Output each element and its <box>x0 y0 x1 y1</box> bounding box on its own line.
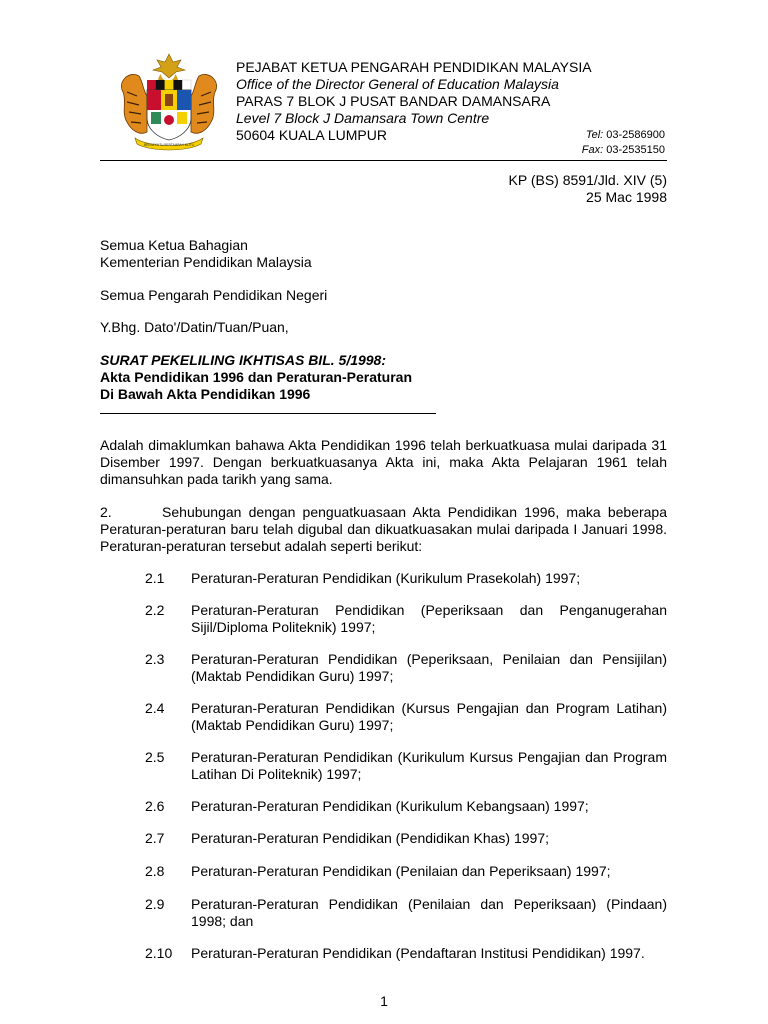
item-number: 2.9 <box>145 896 165 912</box>
tel-label: Tel: <box>585 129 604 141</box>
subject-line: Di Bawah Akta Pendidikan 1996 <box>100 386 311 402</box>
item-text: Peraturan-Peraturan Pendidikan (Kurikulum Kebangsaan) 1997; <box>191 798 589 814</box>
tel-number: 03-2586900 <box>606 129 665 141</box>
recipient-line: Kementerian Pendidikan Malaysia <box>100 254 312 270</box>
item-text: Peraturan-Peraturan Pendidikan (Kurikulum Kursus Pengajian dan Program Latihan Di Politeknik) 1997; <box>191 749 667 782</box>
crest-motto: BERSEKUTU BERTAMBAH MUTU <box>143 143 195 147</box>
item-number: 2.10 <box>145 945 173 961</box>
item-text: Peraturan-Peraturan Pendidikan (Kurikulum Prasekolah) 1997; <box>191 570 581 586</box>
item-text: Peraturan-Peraturan Pendidikan (Kursus Pengajian dan Program Latihan) (Maktab Pendidikan Guru) 1997; <box>191 700 667 733</box>
item-number: 2.1 <box>145 570 165 586</box>
address-malay: PARAS 7 BLOK J PUSAT BANDAR DAMANSARA <box>236 93 551 109</box>
item-text: Peraturan-Peraturan Pendidikan (Pendaftaran Institusi Pendidikan) 1997. <box>191 945 645 961</box>
subject-block <box>100 352 412 403</box>
file-reference: KP (BS) 8591/Jld. XIV (5) <box>508 172 667 188</box>
reference-block <box>440 172 667 206</box>
item-number: 2.2 <box>145 602 165 618</box>
telephone-line <box>560 128 665 143</box>
salutation: Y.Bhg. Dato'/Datin/Tuan/Puan, <box>100 319 289 335</box>
postcode-city: 50604 KUALA LUMPUR <box>236 127 387 143</box>
item-number: 2.5 <box>145 749 165 765</box>
paragraph-2: 2. Sehubungan dengan penguatkuasaan Akta Pendidikan 1996, maka beberapa Peraturan-peraturan baru telah digubal dan dikuatkuasakan mulai daripada I Januari 1998. Peraturan-peraturan tersebut adalah seperti berikut: <box>100 504 667 554</box>
office-name-malay: PEJABAT KETUA PENGARAH PENDIDIKAN MALAYSIA <box>236 59 592 75</box>
address-english: Level 7 Block J Damansara Town Centre <box>236 110 490 126</box>
fax-line <box>560 143 665 158</box>
page-number: 1 <box>380 993 388 1009</box>
item-text: Peraturan-Peraturan Pendidikan (Peperiksaan, Penilaian dan Pensijilan) (Maktab Pendidikan Guru) 1997; <box>191 651 667 684</box>
subject-underline <box>100 413 436 414</box>
contact-numbers <box>560 128 665 158</box>
item-number: 2.6 <box>145 798 165 814</box>
letterhead-divider <box>100 160 667 161</box>
item-text: Peraturan-Peraturan Pendidikan (Peperiksaan dan Penganugerahan Sijil/Diploma Politeknik) 1997; <box>191 602 667 635</box>
item-text: Peraturan-Peraturan Pendidikan (Penilaian dan Peperiksaan) 1997; <box>191 863 611 879</box>
coat-of-arms-logo <box>113 52 225 152</box>
item-number: 2.4 <box>145 700 165 716</box>
item-number: 2.7 <box>145 830 165 846</box>
circular-title: SURAT PEKELILING IKHTISAS BIL. 5/1998: <box>100 352 387 368</box>
item-text: Peraturan-Peraturan Pendidikan (Penilaian dan Peperiksaan) (Pindaan) 1998; dan <box>191 896 667 929</box>
subject-line: Akta Pendidikan 1996 dan Peraturan-Peraturan <box>100 369 412 385</box>
item-text: Peraturan-Peraturan Pendidikan (Pendidikan Khas) 1997; <box>191 830 550 846</box>
letter-date: 25 Mac 1998 <box>586 189 667 205</box>
letterhead-office <box>236 59 592 144</box>
item-number: 2.8 <box>145 863 165 879</box>
fax-label: Fax: <box>581 144 604 156</box>
item-number: 2.3 <box>145 651 165 667</box>
office-name-english: Office of the Director General of Education Malaysia <box>236 76 559 92</box>
recipient-line: Semua Pengarah Pendidikan Negeri <box>100 287 328 303</box>
recipient-block <box>100 237 312 271</box>
fax-number: 03-2535150 <box>606 144 665 156</box>
paragraph-1: Adalah dimaklumkan bahawa Akta Pendidikan 1996 telah berkuatkuasa mulai daripada 31 Disember 1997. Dengan berkuatkuasanya Akta ini, maka Akta Pelajaran 1961 telah dimansuhkan pada tarikh yang sama. <box>100 437 667 487</box>
recipient-line: Semua Ketua Bahagian <box>100 237 248 253</box>
